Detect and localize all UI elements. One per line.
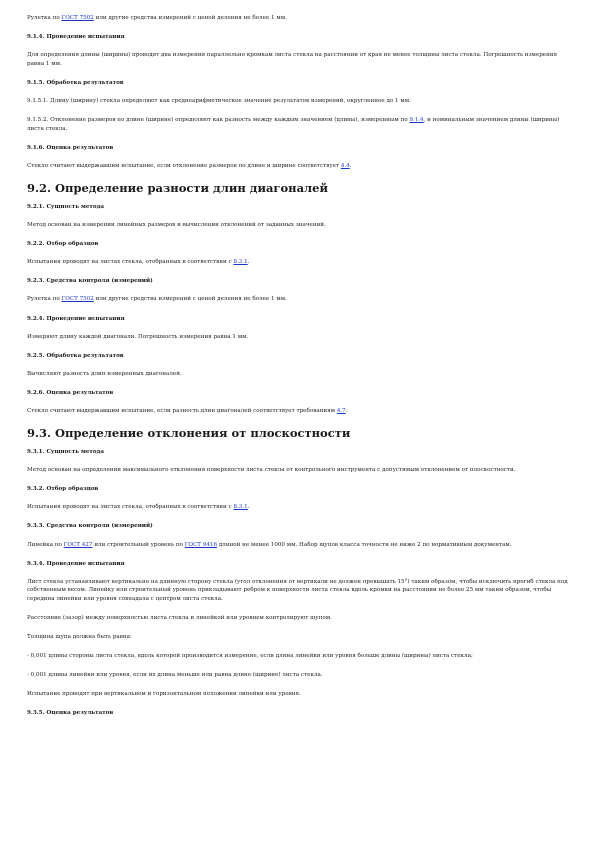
paragraph-text: Измеряют длину каждой диагонали. Погрешность измерения равна 1 мм. (27, 333, 249, 340)
paragraph-text: , и номинальным значением длины (ширины) листа стекла. (27, 117, 560, 132)
paragraph-text: или другие средства измерений с ценой деления не более 1 мм. (93, 15, 287, 21)
paragraph-text: - 0,001 длины стороны листа стекла, вдоль которой производится измерение, если длина линейки или уровня больше длины (ширины) листа стекла; (27, 653, 473, 660)
subsection-heading: 9.1.4. Проведение испытания (27, 34, 125, 41)
paragraph-text: Линейка по (27, 541, 64, 548)
subsection-heading: 9.3.3. Средства контроля (измерений) (27, 523, 153, 530)
paragraph (27, 221, 572, 230)
reference-link[interactable]: 9.1.4 (409, 117, 424, 124)
paragraph-text: - 0,001 длины линейки или уровня, если их длина меньше или равна длине (ширине) листа стекла. (27, 672, 323, 679)
subsection-heading: 9.2.2. Отбор образцов (27, 241, 99, 248)
paragraph (27, 671, 572, 680)
paragraph (27, 614, 572, 623)
paragraph (27, 14, 572, 23)
section-heading: 9.2. Определение разности длин диагоналей (27, 180, 328, 195)
paragraph (27, 466, 572, 475)
section-heading: 9.3. Определение отклонения от плоскостности (27, 426, 351, 441)
reference-link[interactable]: 4.7 (336, 407, 346, 414)
paragraph (27, 370, 572, 379)
paragraph (27, 690, 572, 699)
subsection-heading: 9.2.4. Проведение испытания (27, 315, 125, 322)
paragraph-text: Стекло считают выдержавшим испытание, если отклонение размеров по длине и ширине соответствует (27, 162, 341, 169)
paragraph-text: Рулетка по (27, 296, 62, 303)
paragraph-text: Испытания проводят на листах стекла, отобранных в соответствии с (27, 259, 234, 266)
paragraph-text: Испытания проводят на листах стекла, отобранных в соответствии с (27, 504, 234, 511)
paragraph (27, 407, 572, 416)
paragraph (27, 116, 572, 133)
subsection-heading: 9.2.1. Сущность метода (27, 203, 104, 210)
paragraph-text: . (349, 162, 352, 169)
paragraph-text: Для определения длины (ширины) проводят два измерения параллельно кромкам листа стекла на расстоянии от края не менее толщины листа стекла. Погрешность измерения равна 1 мм. (27, 52, 558, 67)
subsection-heading: 9.2.3. Средства контроля (измерений) (27, 278, 153, 285)
paragraph (27, 633, 572, 642)
paragraph-text: Испытание проводят при вертикальном и горизонтальном положении линейки или уровня. (27, 691, 301, 698)
paragraph (27, 97, 572, 106)
subsection-heading: 9.2.5. Обработка результатов (27, 352, 124, 359)
paragraph (27, 51, 572, 68)
paragraph-text: Вычисляют разность длин измеренных диагоналей. (27, 370, 182, 377)
paragraph-text: Стекло считают выдержавшим испытание, если разность длин диагоналей соответствует требованиям (27, 407, 337, 414)
subsection-heading: 9.1.5. Обработка результатов (27, 79, 124, 86)
paragraph-text: . (247, 504, 250, 511)
paragraph-text: 9.1.5.1. Длину (ширину) стекла определяют как среднеарифметическое значение результатов измерений, округленное до 1 мм. (27, 97, 411, 104)
paragraph (27, 333, 572, 342)
subsection-heading: 9.3.1. Сущность метода (27, 449, 104, 456)
paragraph-text: Рулетка по (27, 15, 62, 21)
subsection-heading: 9.3.2. Отбор образцов (27, 486, 99, 493)
subsection-heading: 9.1.6. Оценка результатов (27, 144, 114, 151)
paragraph (27, 258, 572, 267)
paragraph (27, 578, 572, 604)
paragraph (27, 503, 572, 512)
paragraph-text: Метод основан на определении максимального отклонения поверхности листа стекла от контрольного инструмента с допустимым отклонением от плоскостности. (27, 467, 516, 474)
reference-link[interactable]: ГОСТ 9416 (184, 541, 218, 548)
paragraph (27, 541, 572, 550)
paragraph-text: . (247, 259, 250, 266)
paragraph (27, 652, 572, 661)
reference-link[interactable]: 4.4 (340, 162, 350, 169)
subsection-heading: 9.2.6. Оценка результатов (27, 389, 114, 396)
paragraph-text: . (345, 407, 348, 414)
reference-link[interactable]: ГОСТ 427 (63, 541, 93, 548)
paragraph (27, 295, 572, 304)
reference-link[interactable]: ГОСТ 7502 (61, 15, 94, 21)
reference-link[interactable]: ГОСТ 7502 (61, 296, 94, 303)
subsection-heading: 9.3.4. Проведение испытания (27, 560, 125, 567)
paragraph-text: или строительный уровень по (92, 541, 185, 548)
paragraph-text: Лист стекла устанавливают вертикально на длинную сторону стекла (угол отклонения от вертикали не должен превышать 15°) таким образом, чтобы исключить прогиб стекла под собственным весом. Линейку или строительный уровень прикладывают ребром к поверхности листа стекла вдоль кромки на расстоянии не более 25 мм таким образом, чтобы середина линейки или уровня совпадала с центром листа стекла. (27, 578, 568, 602)
paragraph (27, 162, 572, 171)
paragraph-text: Толщина щупа должна быть равна: (27, 634, 132, 641)
subsection-heading: 9.3.5. Оценка результатов (27, 710, 114, 717)
reference-link[interactable]: 8.3.1 (233, 504, 248, 511)
paragraph-text: 9.1.5.2. Отклонение размеров по длине (ширине) определяют как разность между каждым значением (длины), измеренным по (27, 117, 410, 124)
paragraph-text: Расстояние (зазор) между поверхностью листа стекла и линейкой или уровнем контролируют щупом. (27, 615, 332, 621)
document-page (27, 14, 572, 728)
paragraph-text: или другие средства измерений с ценой деления не более 1 мм. (93, 296, 287, 303)
paragraph-text: Метод основан на измерении линейных размеров и вычислении отклонений от заданных значений. (27, 222, 326, 229)
reference-link[interactable]: 8.3.1 (233, 259, 248, 266)
paragraph-text: длиной не менее 1000 мм. Набор щупов класса точности не ниже 2 по нормативным документам. (217, 541, 512, 548)
